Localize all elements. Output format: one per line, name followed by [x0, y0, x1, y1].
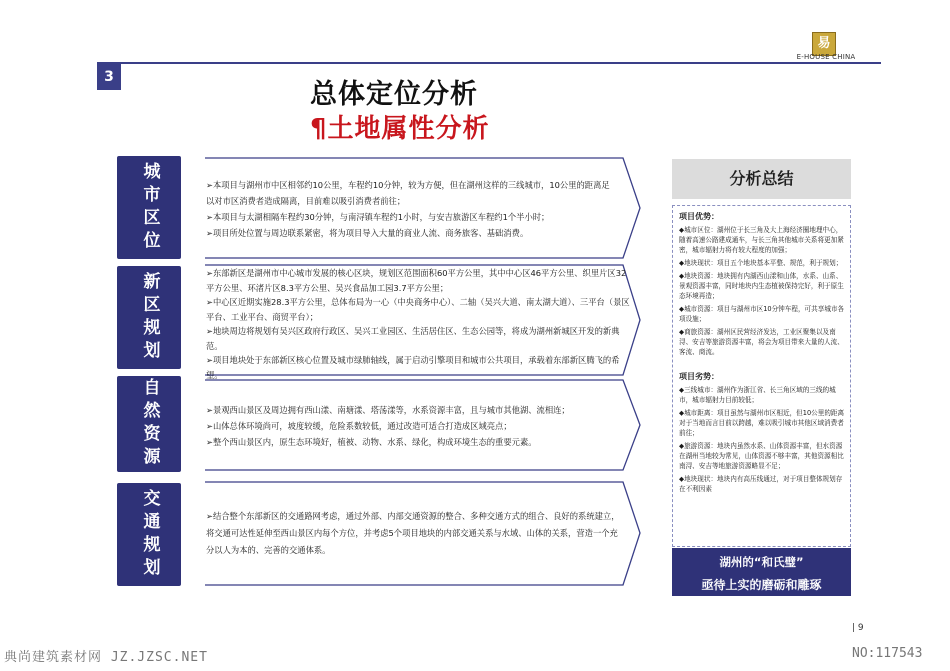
ehouse-logo-icon: 易	[812, 32, 836, 56]
section-number-badge: 3	[97, 64, 121, 90]
conclusion-line-2: 亟待上实的磨砺和雕琢	[701, 578, 822, 592]
section-label-planning: 新区规划	[117, 266, 181, 369]
bullet-line: ➢本项目与湖州市中区相邻约10公里，车程约10分钟，较为方便，但在湖州这样的三线城市，10公里的距离足以对市区消费者造成隔离，目前难以吸引消费者前往；	[206, 180, 610, 206]
bullet-line: ➢景观西山景区及周边拥有西山漾、南塘漾、塔荡漾等，水系资源丰富，且与城市其他湖、流相连；	[206, 405, 570, 415]
watermark-right: NO:117543	[852, 646, 923, 661]
disadvantage-item: ◆城市距离：项目虽然与湖州市区相近，但10公里的距离对于当地而言目前以跨越，难以吸引城市其他区域消费者前往；	[679, 409, 845, 437]
bullet-line: ➢项目地块处于东部新区核心位置及城市绿肺轴线，属于启动引擎项目和城市公共项目，承载着东部新区腾飞的希望。	[206, 355, 620, 380]
section-label-resources: 自然资源	[117, 376, 181, 472]
disadvantage-item: ◆三线城市：湖州作为浙江省、长三角区域的三线的城市，城市辐射力目前较低；	[679, 386, 836, 404]
advantage-item: ◆城市区位：湖州位于长三角及大上海经济圈地理中心，随着高速公路建成通车，与长三角其他城市关系将更加紧密，城市辐射力将有较大程度的加强；	[679, 226, 844, 254]
section-text-resources	[206, 402, 616, 450]
page-subtitle: ¶土地属性分析	[310, 114, 490, 144]
bullet-line: ➢中心区近期实施28.3平方公里，总体布局为一心（中央商务中心）、二轴（吴兴大道、南太湖大道）、三平台（景区平台、工业平台、商贸平台）；	[206, 297, 630, 322]
bullet-line: ➢整个西山景区内，原生态环境好，植被、动物、水系、绿化，构成环境生态的重要元素。	[206, 437, 537, 447]
section-text-traffic	[206, 508, 626, 559]
advantage-item: ◆城市资源：项目与湖州市区10分钟车程，可共享城市各项设施；	[679, 305, 845, 323]
disadvantages-title: 项目劣势：	[679, 372, 719, 381]
disadvantage-item: ◆旅游资源：地块内虽然水系、山体资源丰富，但水资源在湖州当地较为常见，山体资源不够丰富，其他资源相比南浔、安吉等地旅游资源略显不足；	[679, 442, 844, 470]
advantage-item: ◆商旅资源：湖州区民营经济发达，工业区聚集以及南浔、安吉等旅游资源丰富，将会为项目带来大量的人流、客流、商流。	[679, 328, 844, 356]
summary-heading: 分析总结	[672, 159, 851, 199]
watermark-left: 典尚建筑素材网 JZ.JZSC.NET	[4, 650, 208, 665]
section-text-planning	[206, 266, 631, 382]
bullet-line: ➢山体总体环境尚可，坡度较缓，危险系数较低，通过改造可适合打造成区域亮点；	[206, 421, 512, 431]
advantages-title: 项目优势：	[679, 212, 719, 221]
disadvantage-item: ◆地块现状：地块内有高压线通过，对于项目整体规划存在不利因素	[679, 475, 843, 493]
section-label-traffic: 交通规划	[117, 483, 181, 586]
logo-text: E-HOUSE CHINA	[796, 53, 856, 61]
section-text-location	[206, 177, 616, 241]
advantage-item: ◆地块资源：地块拥有内湖西山漾和山体，水系、山系、景观资源丰富，同时地块内生态植被保持完好，利于原生态环境再造；	[679, 272, 844, 300]
bullet-line: ➢东部新区是湖州市中心城市发展的核心区块，规划区范围面积60平方公里，其中中心区46平方公里、织里片区32平方公里、环渚片区8.3平方公里、吴兴食品加工园3.7平方公里；	[206, 268, 627, 293]
bullet-line: ➢项目所处位置与周边联系紧密，将为项目导入大量的商业人流、商务旅客、基础消费。	[206, 228, 529, 238]
summary-content	[679, 212, 845, 497]
conclusion-line-1: 湖州的“和氏璧”	[719, 555, 804, 569]
bullet-line: ➢本项目与太湖相隔车程约30分钟，与南浔镇车程约1小时，与安吉旅游区车程约1个半小时；	[206, 212, 550, 222]
page-title: 总体定位分析	[310, 79, 478, 110]
page-number: | 9	[852, 623, 864, 633]
summary-conclusion	[672, 548, 851, 596]
bullet-line: ➢地块周边将规划有吴兴区政府行政区、吴兴工业园区、生活居住区、生态公园等，将成为湖州新城区开发的新典范。	[206, 326, 620, 351]
section-label-location: 城市区位	[117, 156, 181, 259]
advantage-item: ◆地块现状：项目五个地块基本平整、规范，利于规划；	[679, 259, 843, 267]
bullet-line: ➢结合整个东部新区的交通路网考虑，通过外部、内部交通资源的整合、多种交通方式的组合、良好的系统建立，将交通可达性延伸至西山景区内每个方位，并考虑5个项目地块的内部交通关系与水域、山体的关系，营造一个充分以人为本的、完善的交通体系。	[206, 511, 620, 555]
